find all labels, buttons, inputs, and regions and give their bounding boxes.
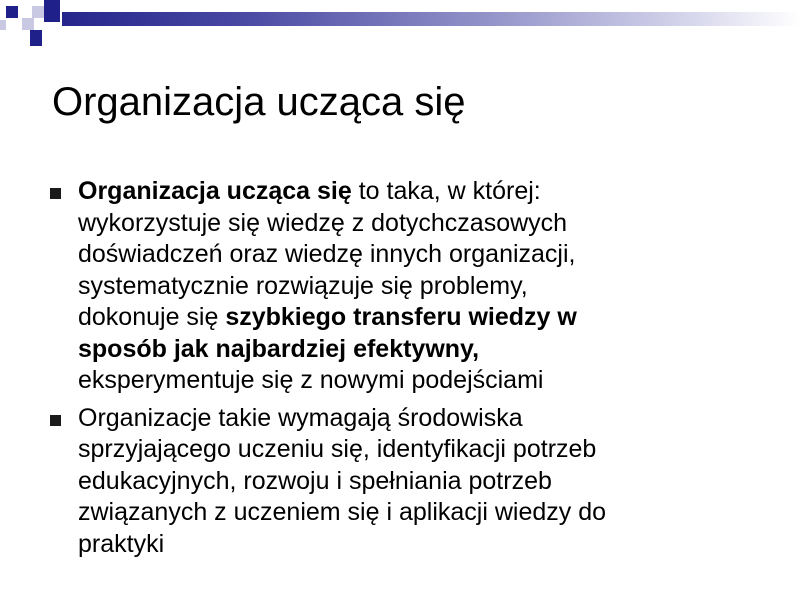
bullet-line [78,334,748,366]
decor-square-1 [6,6,18,18]
bullet-line [78,271,748,303]
bullet-line [78,302,748,334]
text: Organizacje takie wymagają środowiska [78,403,523,432]
bullet-line [78,434,748,466]
bold-text: szybkiego transferu wiedzy w [225,303,577,331]
slide-content [48,176,748,566]
bullet-line [78,239,748,271]
bullet-item [48,176,748,397]
text: praktyki [78,529,165,558]
text: edukacyjnych, rozwoju i spełniania potrzeb [78,466,552,495]
bullet-item [48,403,748,561]
text: sprzyjającego uczeniu się, identyfikacji potrzeb [78,435,597,463]
bullet-line [78,497,748,529]
bold-text: sposób jak najbardziej efektywny, [78,334,480,363]
text: wykorzystuje się wiedzę z dotychczasowych [78,208,568,237]
bullet-line [78,529,748,561]
text: to taka, w której: [351,177,541,205]
decor-square-5 [30,30,42,46]
bullet-square-icon [50,188,61,199]
text: związanych z uczeniem się i aplikacji wiedzy do [78,498,607,526]
text: eksperymentuje się z nowymi podejściami [78,366,544,394]
text: systematycznie rozwiązuje się problemy, [78,271,528,300]
bullet-line [78,403,748,435]
bullet-line [78,176,748,208]
bullet-line [78,466,748,498]
slide-title: Organizacja ucząca się [52,80,466,124]
bullet-line [78,365,748,397]
decor-square-3 [44,0,60,22]
decor-square-6 [0,20,6,30]
bold-text: Organizacja ucząca się [78,177,352,205]
text: doświadczeń oraz wiedzę innych organizacji, [78,240,576,268]
bullet-line [78,208,748,240]
decor-square-4 [22,18,34,30]
bullet-square-icon [50,415,61,426]
top-gradient-bar [62,12,800,26]
text: dokonuje się [78,303,226,331]
decor-square-2 [32,6,44,18]
